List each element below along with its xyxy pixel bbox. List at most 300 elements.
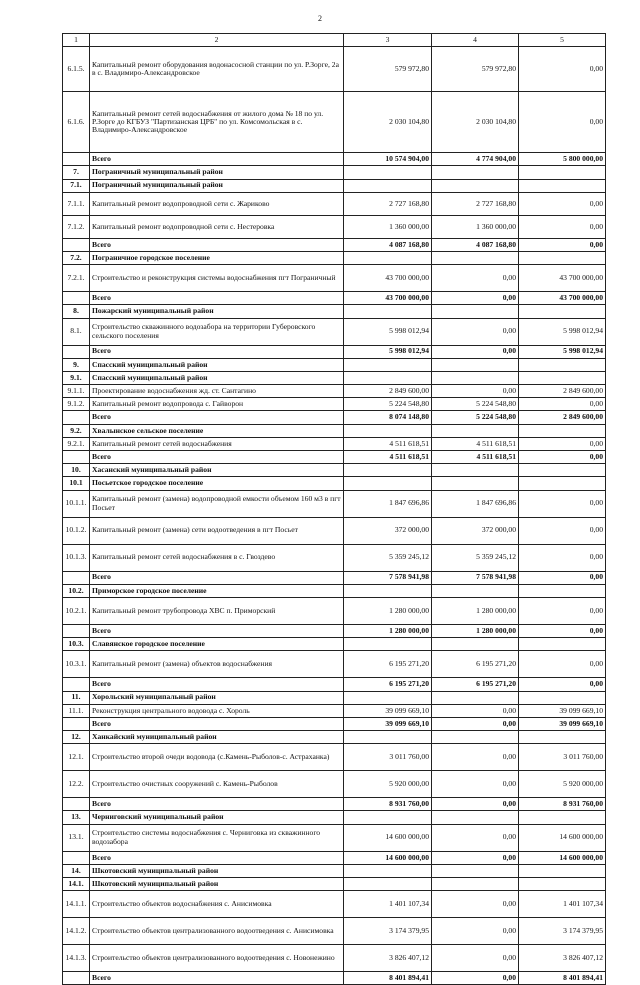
amount-col5: 8 931 760,00: [519, 798, 606, 811]
amount-total: [344, 691, 432, 704]
amount-col5: 0,00: [519, 398, 606, 411]
amount-col4: 0,00: [432, 345, 519, 358]
row-name: Всего: [90, 972, 344, 985]
table-row-section: [63, 691, 606, 704]
amount-col4: 1 280 000,00: [432, 597, 519, 624]
row-name: Капитальный ремонт сетей водоснабжения: [90, 437, 344, 450]
amount-col5: [519, 424, 606, 437]
row-number: [63, 292, 90, 305]
row-number: [63, 798, 90, 811]
amount-col4: 0,00: [432, 292, 519, 305]
row-number: [63, 851, 90, 864]
row-number: 12.2.: [63, 771, 90, 798]
amount-total: 1 401 107,34: [344, 891, 432, 918]
table-row: [63, 744, 606, 771]
amount-col4: 7 578 941,98: [432, 571, 519, 584]
table-row: [63, 517, 606, 544]
amount-col5: [519, 731, 606, 744]
amount-col4: [432, 477, 519, 490]
amount-col4: 1 360 000,00: [432, 215, 519, 238]
amount-total: [344, 731, 432, 744]
row-name: Хвалынское сельское поселение: [90, 424, 344, 437]
row-name: Капитальный ремонт водопроводной сети с. Нестеровка: [90, 215, 344, 238]
amount-total: 6 195 271,20: [344, 651, 432, 678]
amount-total: 10 574 904,00: [344, 153, 432, 166]
amount-col5: 0,00: [519, 215, 606, 238]
row-name: Всего: [90, 571, 344, 584]
amount-col4: 0,00: [432, 918, 519, 945]
amount-col5: 14 600 000,00: [519, 851, 606, 864]
amount-total: [344, 166, 432, 179]
amount-col4: [432, 638, 519, 651]
row-name: Строительство объектов централизованного водоотведения с. Новонежино: [90, 945, 344, 972]
row-number: 7.1.2.: [63, 215, 90, 238]
row-name: Строительство и реконструкция системы водоснабжения пгт Пограничный: [90, 265, 344, 292]
table-row-section: [63, 464, 606, 477]
amount-col4: 4 087 168,80: [432, 238, 519, 251]
amount-col4: [432, 305, 519, 318]
amount-col4: 0,00: [432, 891, 519, 918]
amount-total: [344, 424, 432, 437]
table-row: [63, 318, 606, 345]
amount-total: 4 087 168,80: [344, 238, 432, 251]
amount-col5: [519, 638, 606, 651]
amount-col5: [519, 878, 606, 891]
amount-col4: 4 511 618,51: [432, 437, 519, 450]
row-number: 9.1.1.: [63, 385, 90, 398]
amount-total: 5 998 012,94: [344, 345, 432, 358]
row-number: 6.1.6.: [63, 92, 90, 153]
row-name: Черниговский муниципальный район: [90, 811, 344, 824]
row-name: Капитальный ремонт оборудования водонасосной станции по ул. Р.Зорге, 2а в с. Владимиро-Александровское: [90, 47, 344, 92]
row-name: Всего: [90, 238, 344, 251]
row-number: 12.1.: [63, 744, 90, 771]
amount-total: 14 600 000,00: [344, 851, 432, 864]
table-row-section: [63, 358, 606, 371]
amount-col5: 5 920 000,00: [519, 771, 606, 798]
amount-col5: 0,00: [519, 92, 606, 153]
amount-col4: 579 972,80: [432, 47, 519, 92]
row-name: Реконструкция центрального водовода с. Хороль: [90, 704, 344, 717]
amount-col5: 3 826 407,12: [519, 945, 606, 972]
amount-col4: 6 195 271,20: [432, 651, 519, 678]
amount-total: [344, 358, 432, 371]
amount-total: 39 099 669,10: [344, 704, 432, 717]
row-number: 11.: [63, 691, 90, 704]
row-number: [63, 238, 90, 251]
amount-col5: 0,00: [519, 597, 606, 624]
table-row: [63, 771, 606, 798]
row-name: Капитальный ремонт водопроводной сети с. Жариково: [90, 192, 344, 215]
amount-col4: 0,00: [432, 704, 519, 717]
amount-col4: [432, 691, 519, 704]
amount-total: 1 280 000,00: [344, 597, 432, 624]
amount-total: 5 224 548,80: [344, 398, 432, 411]
amount-col5: 3 174 379,95: [519, 918, 606, 945]
table-row-section: [63, 251, 606, 264]
table-row: [63, 544, 606, 571]
amount-col5: [519, 584, 606, 597]
row-name: Строительство очистных сооружений с. Камень-Рыболов: [90, 771, 344, 798]
table-row: [63, 824, 606, 851]
row-name: Ханкайский муниципальный район: [90, 731, 344, 744]
amount-col5: 0,00: [519, 47, 606, 92]
amount-total: 579 972,80: [344, 47, 432, 92]
amount-total: 2 849 600,00: [344, 385, 432, 398]
amount-col5: 0,00: [519, 451, 606, 464]
amount-col4: [432, 251, 519, 264]
header-cell: 1: [63, 34, 90, 47]
amount-total: 372 000,00: [344, 517, 432, 544]
amount-col5: 5 998 012,94: [519, 318, 606, 345]
amount-col5: [519, 864, 606, 877]
amount-col5: 0,00: [519, 624, 606, 637]
amount-col5: 8 401 894,41: [519, 972, 606, 985]
amount-total: 1 280 000,00: [344, 624, 432, 637]
row-number: [63, 345, 90, 358]
row-number: 10.2.: [63, 584, 90, 597]
header-cell: 5: [519, 34, 606, 47]
amount-col5: [519, 251, 606, 264]
amount-total: 4 511 618,51: [344, 451, 432, 464]
row-name: Всего: [90, 678, 344, 691]
row-name: Капитальный ремонт (замена) водопроводной емкости объемом 160 м3 в пгт Посьет: [90, 490, 344, 517]
row-name: Шкотовский муниципальный район: [90, 878, 344, 891]
row-name: Пограничный муниципальный район: [90, 179, 344, 192]
funding-table: [62, 33, 606, 985]
amount-col4: 1 847 696,86: [432, 490, 519, 517]
row-number: 13.1.: [63, 824, 90, 851]
row-name: Всего: [90, 451, 344, 464]
amount-col5: 0,00: [519, 238, 606, 251]
row-name: Всего: [90, 717, 344, 730]
row-name: Всего: [90, 292, 344, 305]
amount-col4: [432, 864, 519, 877]
amount-total: [344, 305, 432, 318]
table-row-section: [63, 678, 606, 691]
amount-total: 3 011 760,00: [344, 744, 432, 771]
row-name: Пограничный муниципальный район: [90, 166, 344, 179]
table-row-section: [63, 238, 606, 251]
amount-total: [344, 878, 432, 891]
table-row: [63, 398, 606, 411]
amount-col5: 0,00: [519, 192, 606, 215]
row-name: Спасский муниципальный район: [90, 371, 344, 384]
amount-col4: 0,00: [432, 798, 519, 811]
amount-col5: [519, 464, 606, 477]
amount-total: [344, 371, 432, 384]
amount-col5: 0,00: [519, 437, 606, 450]
amount-col4: 372 000,00: [432, 517, 519, 544]
table-row: [63, 490, 606, 517]
amount-col4: 4 511 618,51: [432, 451, 519, 464]
row-name: Хасанский муниципальный район: [90, 464, 344, 477]
amount-total: 2 727 168,80: [344, 192, 432, 215]
row-name: Славянское городское поселение: [90, 638, 344, 651]
table-row: [63, 704, 606, 717]
row-number: 10.1.2.: [63, 517, 90, 544]
amount-col4: 0,00: [432, 972, 519, 985]
table-row: [63, 918, 606, 945]
amount-total: 8 931 760,00: [344, 798, 432, 811]
row-name: Строительство объектов централизованного водоотведения с. Анисимовка: [90, 918, 344, 945]
amount-col5: 5 800 000,00: [519, 153, 606, 166]
amount-total: [344, 584, 432, 597]
amount-total: 3 826 407,12: [344, 945, 432, 972]
amount-col4: [432, 358, 519, 371]
amount-total: 6 195 271,20: [344, 678, 432, 691]
amount-total: [344, 464, 432, 477]
amount-col5: 0,00: [519, 517, 606, 544]
amount-total: 5 920 000,00: [344, 771, 432, 798]
table-row: [63, 891, 606, 918]
row-name: Капитальный ремонт сетей водоснабжения от жилого дома № 18 по ул. Р.Зорге до КГБУЗ "Партизанская ЦРБ" по ул. Комсомольская в с. Владимиро-Александровское: [90, 92, 344, 153]
amount-col5: 0,00: [519, 571, 606, 584]
amount-total: [344, 251, 432, 264]
table-row-section: [63, 731, 606, 744]
row-name: Всего: [90, 624, 344, 637]
table-row: [63, 437, 606, 450]
amount-col4: 0,00: [432, 851, 519, 864]
amount-col5: [519, 477, 606, 490]
amount-col5: 0,00: [519, 678, 606, 691]
table-row: [63, 597, 606, 624]
amount-col4: 0,00: [432, 945, 519, 972]
row-number: 7.2.: [63, 251, 90, 264]
amount-col4: 0,00: [432, 265, 519, 292]
amount-total: [344, 638, 432, 651]
row-number: 12.: [63, 731, 90, 744]
row-name: Приморское городское поселение: [90, 584, 344, 597]
row-number: 7.1.: [63, 179, 90, 192]
amount-col4: 2 727 168,80: [432, 192, 519, 215]
row-number: 10.1: [63, 477, 90, 490]
row-number: 10.: [63, 464, 90, 477]
row-name: Спасский муниципальный район: [90, 358, 344, 371]
row-name: Проектирование водоснабжения жд. ст. Сантагино: [90, 385, 344, 398]
row-number: 8.1.: [63, 318, 90, 345]
amount-col5: 14 600 000,00: [519, 824, 606, 851]
row-number: 10.1.1.: [63, 490, 90, 517]
amount-col5: [519, 811, 606, 824]
row-number: 14.1.2.: [63, 918, 90, 945]
row-number: [63, 717, 90, 730]
amount-col5: [519, 371, 606, 384]
page-number: 2: [318, 14, 322, 23]
row-name: Строительство скважинного водозабора на территории Губеровского сельского поселения: [90, 318, 344, 345]
row-name: Шкотовский муниципальный район: [90, 864, 344, 877]
amount-col5: 2 849 600,00: [519, 411, 606, 424]
table-row-section: [63, 166, 606, 179]
row-name: Капитальный ремонт сетей водоснабжения в с. Гвоздево: [90, 544, 344, 571]
table-row-section: [63, 624, 606, 637]
amount-total: 5 359 245,12: [344, 544, 432, 571]
table-row: [63, 92, 606, 153]
table-row: [63, 265, 606, 292]
amount-col5: [519, 305, 606, 318]
row-name: Строительство второй очеди водовода (с.Камень-Рыболов-с. Астраханка): [90, 744, 344, 771]
row-number: 9.1.: [63, 371, 90, 384]
row-number: [63, 678, 90, 691]
amount-total: [344, 179, 432, 192]
table-row-section: [63, 477, 606, 490]
amount-total: 4 511 618,51: [344, 437, 432, 450]
amount-col5: 43 700 000,00: [519, 292, 606, 305]
amount-col4: 0,00: [432, 318, 519, 345]
table-row-section: [63, 972, 606, 985]
amount-col5: 39 099 669,10: [519, 717, 606, 730]
table-row-section: [63, 153, 606, 166]
amount-total: 2 030 104,80: [344, 92, 432, 153]
row-name: Капитальный ремонт водопровода с. Гайворон: [90, 398, 344, 411]
table-row-section: [63, 798, 606, 811]
row-name: Хорольский муниципальный район: [90, 691, 344, 704]
row-number: 11.1.: [63, 704, 90, 717]
table-row-section: [63, 305, 606, 318]
table-row-section: [63, 811, 606, 824]
amount-col4: 0,00: [432, 717, 519, 730]
row-number: 9.2.1.: [63, 437, 90, 450]
row-number: 8.: [63, 305, 90, 318]
amount-col5: 0,00: [519, 490, 606, 517]
row-name: Строительство системы водоснабжения с. Черниговка из скважинного водозабора: [90, 824, 344, 851]
table-row-section: [63, 451, 606, 464]
row-name: Капитальный ремонт (замена) объектов водоснабжения: [90, 651, 344, 678]
amount-col4: [432, 584, 519, 597]
amount-col5: 43 700 000,00: [519, 265, 606, 292]
amount-col5: [519, 691, 606, 704]
row-name: Пограничное городское поселение: [90, 251, 344, 264]
row-number: [63, 153, 90, 166]
row-number: 7.2.1.: [63, 265, 90, 292]
table-row-section: [63, 864, 606, 877]
table-row-section: [63, 878, 606, 891]
table-row: [63, 651, 606, 678]
table-row-section: [63, 179, 606, 192]
amount-total: 8 401 894,41: [344, 972, 432, 985]
row-name: Строительство объектов водоснабжения с. Анисимовка: [90, 891, 344, 918]
row-name: Капитальный ремонт трубопровода ХВС п. Приморский: [90, 597, 344, 624]
amount-total: 43 700 000,00: [344, 265, 432, 292]
table-row: [63, 215, 606, 238]
amount-col4: 0,00: [432, 771, 519, 798]
amount-col4: [432, 464, 519, 477]
amount-total: [344, 811, 432, 824]
table-row: [63, 47, 606, 92]
table-row-section: [63, 424, 606, 437]
amount-col5: [519, 358, 606, 371]
row-name: Посьетское городское поселение: [90, 477, 344, 490]
amount-col4: [432, 811, 519, 824]
table-row-section: [63, 584, 606, 597]
amount-total: 8 074 148,80: [344, 411, 432, 424]
amount-total: 43 700 000,00: [344, 292, 432, 305]
table-row: [63, 945, 606, 972]
amount-total: 5 998 012,94: [344, 318, 432, 345]
table-row-section: [63, 571, 606, 584]
row-number: [63, 624, 90, 637]
table-row-section: [63, 371, 606, 384]
amount-col4: 5 359 245,12: [432, 544, 519, 571]
row-number: 14.1.3.: [63, 945, 90, 972]
row-number: [63, 972, 90, 985]
row-number: 14.1.1.: [63, 891, 90, 918]
row-number: 10.3.: [63, 638, 90, 651]
amount-col5: 3 011 760,00: [519, 744, 606, 771]
amount-col5: 0,00: [519, 544, 606, 571]
row-number: 9.2.: [63, 424, 90, 437]
row-number: 7.1.1.: [63, 192, 90, 215]
amount-col4: 0,00: [432, 824, 519, 851]
row-name: Всего: [90, 153, 344, 166]
row-number: [63, 451, 90, 464]
row-number: [63, 571, 90, 584]
amount-col5: 2 849 600,00: [519, 385, 606, 398]
row-name: Всего: [90, 411, 344, 424]
amount-col4: 4 774 904,00: [432, 153, 519, 166]
row-number: 9.: [63, 358, 90, 371]
amount-total: 14 600 000,00: [344, 824, 432, 851]
table-row: [63, 385, 606, 398]
table-row-section: [63, 638, 606, 651]
amount-col4: [432, 731, 519, 744]
row-number: 9.1.2.: [63, 398, 90, 411]
amount-col4: [432, 179, 519, 192]
amount-col5: 1 401 107,34: [519, 891, 606, 918]
row-name: Капитальный ремонт (замена) сети водоотведения в пгт Посьет: [90, 517, 344, 544]
amount-col5: 0,00: [519, 651, 606, 678]
row-number: 14.1.: [63, 878, 90, 891]
amount-col4: 6 195 271,20: [432, 678, 519, 691]
row-name: Всего: [90, 798, 344, 811]
row-name: Всего: [90, 345, 344, 358]
amount-col5: 39 099 669,10: [519, 704, 606, 717]
amount-col4: 0,00: [432, 385, 519, 398]
row-number: 10.1.3.: [63, 544, 90, 571]
table-row-section: [63, 411, 606, 424]
amount-total: 1 360 000,00: [344, 215, 432, 238]
amount-col4: [432, 166, 519, 179]
amount-col4: 2 030 104,80: [432, 92, 519, 153]
row-name: Пожарский муниципальный район: [90, 305, 344, 318]
amount-col5: 5 998 012,94: [519, 345, 606, 358]
table-row-section: [63, 851, 606, 864]
row-number: 10.2.1.: [63, 597, 90, 624]
amount-col4: 5 224 548,80: [432, 398, 519, 411]
header-cell: 3: [344, 34, 432, 47]
amount-col5: [519, 166, 606, 179]
row-name: Всего: [90, 851, 344, 864]
row-number: 6.1.5.: [63, 47, 90, 92]
table-row-section: [63, 717, 606, 730]
amount-col4: 5 224 548,80: [432, 411, 519, 424]
amount-col4: [432, 371, 519, 384]
amount-col4: [432, 424, 519, 437]
amount-col4: [432, 878, 519, 891]
amount-total: 3 174 379,95: [344, 918, 432, 945]
amount-col5: [519, 179, 606, 192]
row-number: 14.: [63, 864, 90, 877]
header-row: [63, 34, 606, 47]
table-row: [63, 192, 606, 215]
row-number: 13.: [63, 811, 90, 824]
amount-total: 39 099 669,10: [344, 717, 432, 730]
amount-total: [344, 864, 432, 877]
row-number: 10.3.1.: [63, 651, 90, 678]
amount-col4: 0,00: [432, 744, 519, 771]
table-row-section: [63, 345, 606, 358]
row-number: [63, 411, 90, 424]
